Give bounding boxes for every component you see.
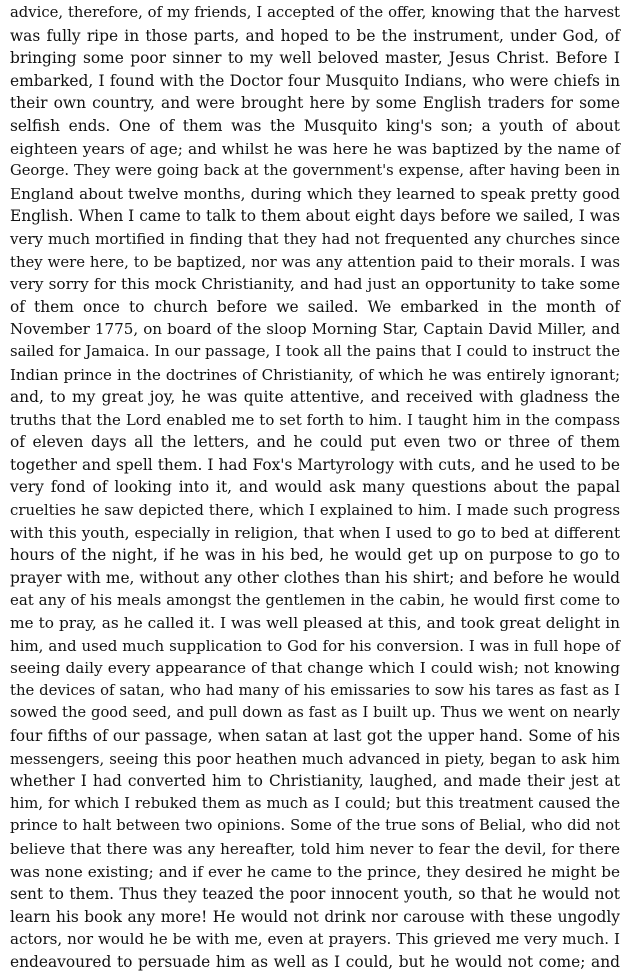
text-line: was fully ripe in those parts, and hoped to be the instrument, under God, of bbox=[10, 26, 620, 45]
text-line: selfish ends. One of them was the Musquito king's son; a youth of about bbox=[10, 116, 620, 135]
text-line: their own country, and were brought here by some English traders for some bbox=[10, 94, 620, 113]
text-line: was none existing; and if ever he came to the prince, they desired he might be bbox=[10, 862, 620, 881]
text-line: truths that the Lord enabled me to set forth to him. I taught him in the compass bbox=[10, 410, 620, 429]
text-line: sailed for Jamaica. In our passage, I took all the pains that I could to instruct the bbox=[10, 342, 620, 360]
text-line: and, to my great joy, he was quite attentive, and received with gladness the bbox=[10, 388, 620, 407]
text-line: four fifths of our passage, when satan at last got the upper hand. Some of his bbox=[10, 727, 620, 745]
text-line: seeing daily every appearance of that change which I could wish; not knowing bbox=[10, 659, 620, 678]
text-line: George. They were going back at the government's expense, after having been in bbox=[10, 162, 620, 180]
text-line: they were here, to be baptized, nor was any attention paid to their morals. I was bbox=[10, 252, 620, 271]
text-line: very fond of looking into it, and would ask many questions about the papal bbox=[10, 478, 620, 497]
text-line: endeavoured to persuade him as well as I could, but he would not come; and bbox=[10, 952, 620, 971]
text-line: advice, therefore, of my friends, I accepted of the offer, knowing that the harvest bbox=[10, 4, 620, 21]
text-line: the devices of satan, who had many of his emissaries to sow his tares as fast as I bbox=[10, 681, 620, 699]
text-line: bringing some poor sinner to my well beloved master, Jesus Christ. Before I bbox=[10, 49, 620, 68]
text-line: eighteen years of age; and whilst he was here he was baptized by the name of bbox=[10, 139, 620, 158]
text-line: prince to halt between two opinions. Some of the true sons of Belial, who did not bbox=[10, 817, 620, 835]
text-line: of eleven days all the letters, and he could put even two or three of them bbox=[10, 433, 620, 452]
text-line: very sorry for this mock Christianity, and had just an opportunity to take some bbox=[10, 275, 620, 294]
text-line: actors, nor would he be with me, even at prayers. This grieved me very much. I bbox=[10, 930, 620, 949]
text-line: of them once to church before we sailed. We embarked in the month of bbox=[10, 297, 620, 316]
text-line: believe that there was any hereafter, told him never to fear the devil, for there bbox=[10, 839, 620, 858]
text-line: sent to them. Thus they teazed the poor innocent youth, so that he would not bbox=[10, 885, 620, 904]
text-line: eat any of his meals amongst the gentlemen in the cabin, he would first come to bbox=[10, 591, 620, 610]
text-line: messengers, seeing this poor heathen much advanced in piety, began to ask him bbox=[10, 749, 620, 768]
text-line: together and spell them. I had Fox's Martyrology with cuts, and he used to be bbox=[10, 455, 620, 474]
text-line: hours of the night, if he was in his bed, he would get up on purpose to go to bbox=[10, 546, 620, 565]
text-line: November 1775, on board of the sloop Morning Star, Captain David Miller, and bbox=[10, 320, 620, 339]
text-line: me to pray, as he called it. I was well pleased at this, and took great delight in bbox=[10, 614, 620, 633]
text-line: him, for which I rebuked them as much as I could; but this treatment caused the bbox=[10, 794, 620, 812]
text-line: English. When I came to talk to them about eight days before we sailed, I was bbox=[10, 207, 620, 226]
text-line: prayer with me, without any other clothes than his shirt; and before he would bbox=[10, 568, 620, 587]
text-line: embarked, I found with the Doctor four Musquito Indians, who were chiefs in bbox=[10, 71, 620, 90]
text-line: with this youth, especially in religion, that when I used to go to bed at different bbox=[10, 523, 620, 542]
text-line: cruelties he saw depicted there, which I explained to him. I made such progress bbox=[10, 501, 620, 520]
text-line: learn his book any more! He would not drink nor carouse with these ungodly bbox=[10, 907, 620, 926]
text-line: him, and used much supplication to God for his conversion. I was in full hope of bbox=[10, 636, 620, 655]
text-line: whether I had converted him to Christianity, laughed, and made their jest at bbox=[10, 772, 620, 791]
text-line: England about twelve months, during which they learned to speak pretty good bbox=[10, 184, 620, 203]
body-text bbox=[10, 2, 620, 974]
text-line: very much mortified in finding that they had not frequented any churches since bbox=[10, 229, 620, 248]
text-line: sowed the good seed, and pull down as fast as I built up. Thus we went on nearly bbox=[10, 704, 620, 722]
text-line: Indian prince in the doctrines of Christianity, of which he was entirely ignorant; bbox=[10, 365, 620, 384]
